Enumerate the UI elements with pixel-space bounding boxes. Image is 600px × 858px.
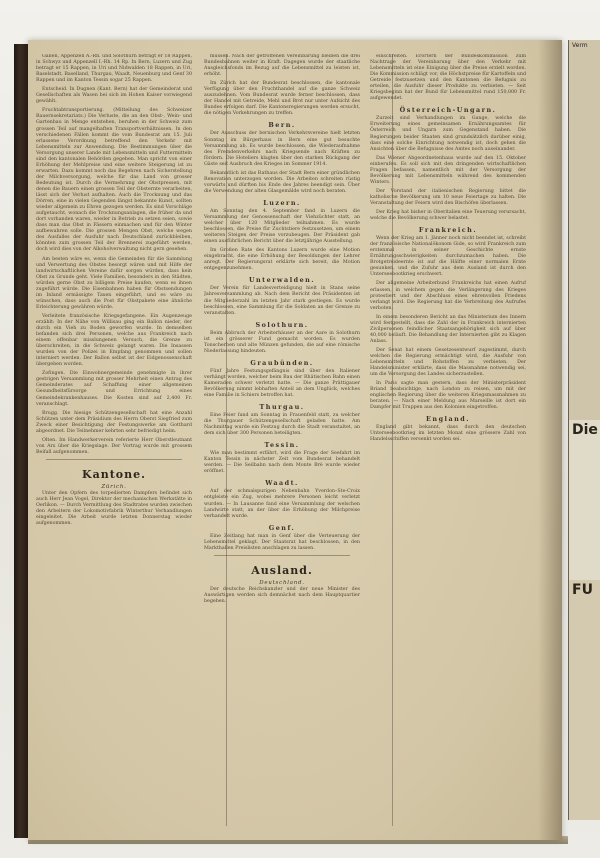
newspaper-page (28, 40, 562, 840)
article-paragraph: Fruchtabtransportierung. (Mitteilung des Schweizer Bauernsekretariats.) Die Verluste, die an den Obst-, Wein- und Gartenbau in Menge entstehen, beruhen in der Schweiz zum grossen Teil auf mangelhaften Transportverhältnissen. In den verschiedenen Fällen kommt die vom Bundesrat am 15. Juli erlassene Verordnung betreffend den Verkehr mit Lebensmitteln zur Anwendung. Die Bestimmungen über die Versorgung unserer Lande mit Lebensmitteln und Futtermitteln sind den kantonalen Behörden gegeben. Man spricht von einer Erhöhung der Mehlpreise und eine weitere Steigerung ist zu erwarten. Dazu kommt noch das Begehren nach Sicherstellung der Milchversorgung, welche für das Land von grosser Bedeutung ist. Durch die Vermehrung der Obstpressen, mit denen die Bauern einen grossen Teil der Obsternte verarbeiten, lässt sich der Verlust aufhalten. Auch die Trocknung und das Dörren, eine in vielen Gegenden längst bekannte Kunst, sollten wieder allgemein zu Ehren gezogen werden. Es sind Vorschläge aufgetaucht, wonach die Trocknungsanlagen, die früher da und dort vorhanden waren, wieder in Betrieb zu setzen seien, sowie dass man das Obst in Fässern einmachen und für den Winter aufbewahren solle. Die grossen Mengen Obst, welche wegen des Ausfalles der Ausfuhr nach Deutschland zurückbleiben, könnten zum grossen Teil der Brennerei zugeführt werden, doch wird dies von der Alkoholverwaltung nicht gern gesehen. (36, 108, 192, 253)
subheading-tessin: Tessin. (264, 441, 300, 450)
section-heading-ausland: Ausland. (251, 563, 313, 577)
ad-text: Verm (572, 42, 588, 49)
adjacent-page-ad-bottom (568, 580, 600, 820)
adjacent-page-ad-middle (568, 420, 600, 580)
article-paragraph: Das Wiener Abgeordnetenhaus wurde auf den 15. Oktober einberufen. Es soll sich mit den dringenden wirtschaftlichen Fragen befassen, namentlich mit der Versorgung der Bevölkerung mit Lebensmitteln während des kommenden Winters. (370, 155, 526, 185)
subheading-waadt: Waadt. (265, 479, 299, 488)
article-paragraph: Auf der schmalspurigen Nebenbahn Yverdon–Ste-Croix entgleiste ein Zug, wobei mehrere Personen leicht verletzt wurden. — In Lausanne fand eine Versammlung der welschen Landwirte statt, an der über die Erhöhung der Milchpreise verhandelt wurde. (204, 489, 360, 519)
article-paragraph: Zurzeit sind Verhandlungen im Gange, welche die Erweiterung eines gemeinsamen Ernährungsamtes für Österreich und Ungarn zum Gegenstand haben. Die Regierungen beider Staaten sind grundsätzlich darüber einig, dass eine solche Einrichtung notwendig ist, doch gehen die Ansichten über die Befugnisse des Amtes noch auseinander. (370, 116, 526, 152)
adjacent-page-ad-top (568, 40, 600, 420)
article-paragraph: Gallen, Appenzell A.-Rh. und Solothurn betragt er 18 Rappen, in Schwyz und Appenzell I.-Rh. 14 Rp. In Bern, Luzern und Zug betragt er 15 Rappen, in Uri und Nidwalden 18 Rappen, in Uri, Baselstadt, Baselland, Thurgau, Waadt, Neuenburg und Genf 30 Rappen und im Kanton Tessin sogar 25 Rappen. (36, 54, 192, 84)
column-2 (204, 54, 360, 830)
article-paragraph: Verleitete französische Kriegsgefangene. Ein Augenzeuge erzählt: In der Nähe von Willisau ging ein Ballon nieder, der durch ein Vieh zu Boden geworfen wurde. In demselben befanden sich drei Personen, welche aus Frankreich nach einem offenbar misslungenen Versuch, die Grenze zu überschreiten, in die Schweiz gelangt waren. Die Insassen wurden von der Polizei in Empfang genommen und sollen interniert werden. Der Ballon selbst ist der Eidgenossenschaft übergeben worden. (36, 313, 192, 368)
subheading-luzern: Luzern. (263, 198, 301, 207)
subheading-deutschland: Deutschland. (259, 579, 305, 586)
article-paragraph: In einem besonderen Bericht an das Ministerium des Innern wird festgestellt, dass die Zahl der in Frankreich internierten Zivilpersonen feindlicher Staatsangehörigkeit sich auf über 40,000 beläuft. Die Behandlung der Internierten gibt zu Klagen Anlass. (370, 314, 526, 344)
article-paragraph: Am Sonntag den 4. September fand in Luzern die Versammlung der Genossenschaft der Viehzüchter statt, an welcher über 120 Mitglieder teilnahmen. Es wurde beschlossen, die Preise für Zuchtstiere festzusetzen, um einem weiteren Steigen der Preise vorzubeugen. Der Präsident gab einen ausführlichen Bericht über die letztjährige Ausstellung. (204, 208, 360, 245)
article-paragraph: Wie man bestimmt erfährt, wird die Frage der Seefahrt im Kanton Tessin in nächster Zeit vom Bundesrat behandelt werden. — Die Seilbahn nach dem Monte Brè wurde wieder eröffnet. (204, 451, 360, 475)
subheading-oesterreich-ungarn: Österreich-Ungarn. (399, 106, 497, 115)
page-gutter-shadow (538, 40, 562, 840)
subheading-solothurn: Solothurn. (255, 320, 309, 329)
ad-text: Die (572, 422, 598, 438)
article-paragraph: Bekanntlich ist das Rathaus der Stadt Bern einer gründlichen Renovation unterzogen worden. Die Arbeiten schreiten rüstig vorwärts und dürften bis Ende des Jahres beendigt sein. Über die Verwendung der alten Glasgemälde wird noch beraten. (204, 170, 360, 194)
article-paragraph: Brugg. Die hiesige Schützengesellschaft hat eine Anzahl Schützen unter dem Präsidium des Herrn Oberst Siegfried zum Zweck einer Besichtigung der Festungswerke am Gotthard abgeordnet. Die Teilnehmer kehrten sehr befriedigt heim. (36, 410, 192, 434)
article-paragraph: mussen. Nach der getroffenen Vereinbarung bleiben die drei Bundesbahnen weiter in Kraft. Dagegen wurde der staatliche Ausgleichsfonds im Bezug auf die Lebensmittel zu leisten ist, erhöht. (204, 54, 360, 78)
column-3 (370, 54, 526, 830)
column-1 (36, 54, 192, 830)
article-paragraph: Zofingen. Die Einwohnergemeinde genehmigte in ihrer gestrigen Versammlung mit grosser Mehrheit einen Antrag des Gemeinderates auf Schaffung einer allgemeinen Gesundheitsfürsorge und Errichtung eines Gemeindekrankenhauses. Die Kosten sind auf 2,400 Fr. veranschlagt. (36, 371, 192, 407)
article-paragraph: England gibt bekannt, dass durch den deutschen Unterseebootkrieg im letzten Monat eine grössere Zahl von Handelsschiffen versenkt worden sei. (370, 425, 526, 443)
article-paragraph: Eine Feier fand am Sonntag in Frauenfeld statt, zu welcher die Thurgauer Schützengesellschaft geladen hatte. Am Nachmittag wurde ein Festzug durch die Stadt veranstaltet, an dem sich über 300 Personen beteiligten. (204, 413, 360, 437)
subheading-genf: Genf. (268, 523, 296, 532)
section-divider (46, 459, 182, 460)
article-paragraph: Der Senat hat einem Gesetzesentwurf zugestimmt, durch welchen die Regierung ermächtigt wird, die Ausfuhr von Lebensmitteln und Rohstoffen zu verbieten. Der Handelsminister erklärte, dass die Massnahme notwendig sei, um die Versorgung des Landes sicherzustellen. (370, 347, 526, 378)
article-paragraph: In Paris sagte man gestern, dass der Ministerpräsident Briand beabsichtige, nach London zu reisen, um mit der englischen Regierung über die weiteren Kriegsmassnahmen zu beraten. — Nach einer Meldung aus Marseille ist dort ein Dampfer mit Truppen aus den Kolonien eingetroffen. (370, 381, 526, 411)
article-paragraph: Der Verein für Landesverteidigung hielt in Stans seine Jahresversammlung ab. Nach dem Bericht des Präsidenten ist die Mitgliederzahl im letzten Jahr stark gestiegen. Es wurde beschlossen, eine Sammlung für die Soldaten an der Grenze zu veranstalten. (204, 286, 360, 316)
article-paragraph: einschreiten. Erörtern der Bundeskommission zum Nachtrage der Vereinbarung über den Verkehr mit Lebensmitteln ist eine Einigung über die Preise erzielt worden. Die Kommission schlägt vor, die Höchstpreise für Kartoffeln und Getreide festzusetzen und den Kantonen die Befugnis zu erteilen, die Ausfuhr dieser Produkte zu verbieten. — Seit Kriegsbeginn hat der Bund für Lebensmittel rund 150,000 Fr. aufgewendet. (370, 54, 526, 102)
book-spine (14, 44, 28, 838)
article-paragraph: Unter den Opfern des torpedierten Dampfers befindet sich auch Herr Jean Vogel, Direktor der mechanischen Werkstätte in Oerlikon. — Durch Vermittlung des Stadtrates wurden zwischen den Arbeitern der Lokomotivfabrik Winterthur Verhandlungen eingeleitet. Die Arbeit wurde letzten Donnerstag wieder aufgenommen. (36, 490, 192, 527)
subheading-graubuenden: Graubünden. (250, 358, 314, 367)
article-paragraph: Olten. Im Handwerkerverein referierte Herr Oberstleutnant von Arx über die Kriegslage. Der Vortrag wurde mit grossem Beifall aufgenommen. (36, 437, 192, 455)
article-paragraph: Der Krieg hat bisher in Oberitalien eine Teuerung verursacht, welche die Bevölkerung schwer belastet. (370, 210, 526, 222)
article-paragraph: Der Ausschuss der bernischen Verkehrsvereine hielt letzten Sonntag im Bürgerhaus in Bern eine gut besuchte Versammlung ab. Es wurde beschlossen, die Wiederaufnahme des Fremdenverkehrs nach Kriegsende nach Kräften zu fördern. Die Hoteliers klagten über den starken Rückgang der Gäste seit Ausbruch des Krieges im Sommer 1914. (204, 131, 360, 167)
article-paragraph: Eine Zeitlang hat man in Genf über die Verteuerung der Lebensmittel geklagt. Der Staatsrat hat beschlossen, in den Markthallen Preislisten anschlagen zu lassen. (204, 533, 360, 551)
article-paragraph: Im Großen Rate des Kantons Luzern wurde eine Motion eingebracht, die eine Erhöhung der Besoldungen der Lehrer anregt. Der Regierungsrat erklärte sich bereit, die Motion entgegenzunehmen. (204, 248, 360, 272)
subheading-thurgau: Thurgau. (259, 403, 305, 412)
article-paragraph: Beim Abbruch der Arbeiterhäuser an der Aare in Solothurn ist ein grösserer Fund gemacht worden. Es wurden Tonscherben und alte Münzen gefunden, die auf eine römische Niederlassung hindeuten. (204, 330, 360, 354)
subheading-frankreich: Frankreich. (418, 226, 478, 235)
section-heading-kantone: Kantone. (82, 467, 146, 481)
article-paragraph: Der Vorstand der italienischen Regierung bittet die katholische Bevölkerung um 10 neue Feiertage zu halten. Die Veranstaltung der Feiern wird den Bischöfen überlassen. (370, 188, 526, 206)
article-paragraph: Am besten wäre es, wenn die Gemeinden für die Sammlung und Verwertung des Obstes besorgt wären und mit Hilfe der landwirtschaftlichen Vereine dafür sorgen würden, dass kein Obst zu Grunde geht. Viele Familien, besonders in den Städten, würden gerne Obst zu billigem Preise kaufen, wenn es ihnen zugeführt würde. Die Eisenbahnen haben für Obstsendungen im Inland ermässigte Taxen eingeführt, und es wäre zu wünschen, dass auch die Post für Obstpakete eine ähnliche Erleichterung gewähren würde. (36, 256, 192, 310)
article-paragraph: Wenn der Krieg am 1. Jänner noch nicht beendet ist, schreibt der französische Nationalökonom Gide, so wird Frankreich zum erstenmal in seiner Geschichte ernste Ernährungsschwierigkeiten durchzumachen haben. Die Brotgetreideernte ist auf die Hälfte einer normalen Ernte gesunken, und die Zufuhr aus dem Ausland ist durch den Unterseebootkrieg erschwert. (370, 236, 526, 278)
subheading-bern: Bern. (268, 121, 296, 130)
article-paragraph: Fünf Jahre Festungsgefängnis sind über den Italiener verhängt worden, welcher beim Bau der Rhätischen Bahn einen Kameraden schwer verletzt hatte. — Die ganze Prättigauer Bevölkerung nimmt lebhaften Anteil an dem Unglück, welches eine Familie in Schiers betroffen hat. (204, 368, 360, 399)
article-paragraph: Der allgemeine Arbeiterbund Frankreichs hat einen Aufruf erlassen, in welchem gegen die Verlängerung des Krieges protestiert und der Abschluss eines ehrenvollen Friedens verlangt wird. Die Regierung hat die Verbreitung des Aufrufes verboten. (370, 281, 526, 311)
article-paragraph: Der deutsche Reichskanzler und der neue Minister des Auswärtigen werden sich demnächst nach dem Hauptquartier begeben. (204, 586, 360, 604)
article-paragraph: Im Zürich hat der Bundesrat beschlossen, die kantonale Verfügung über den Fruchthandel auf die ganze Schweiz auszudehnen. Vom Bundesrat wurde ferner beschlossen, dass der Handel mit Getreide, Mehl und Brot nur unter Aufsicht des Bundes erfolgen darf. Die Kantonsregierungen werden ersucht, die nötigen Vorkehrungen zu treffen. (204, 81, 360, 117)
subheading-zuerich: Zürich. (101, 483, 127, 490)
subheading-england: England. (426, 415, 470, 424)
section-divider (214, 555, 350, 556)
subheading-unterwalden: Unterwalden. (248, 276, 316, 285)
ad-text: FU (572, 582, 593, 598)
article-paragraph: Entscheid. In Dugnen (Kant. Bern) hat der Gemeinderat und Gesellschaften als Wasen bei sich im Hohen Kaiser vorwiegend gewählt. (36, 87, 192, 105)
